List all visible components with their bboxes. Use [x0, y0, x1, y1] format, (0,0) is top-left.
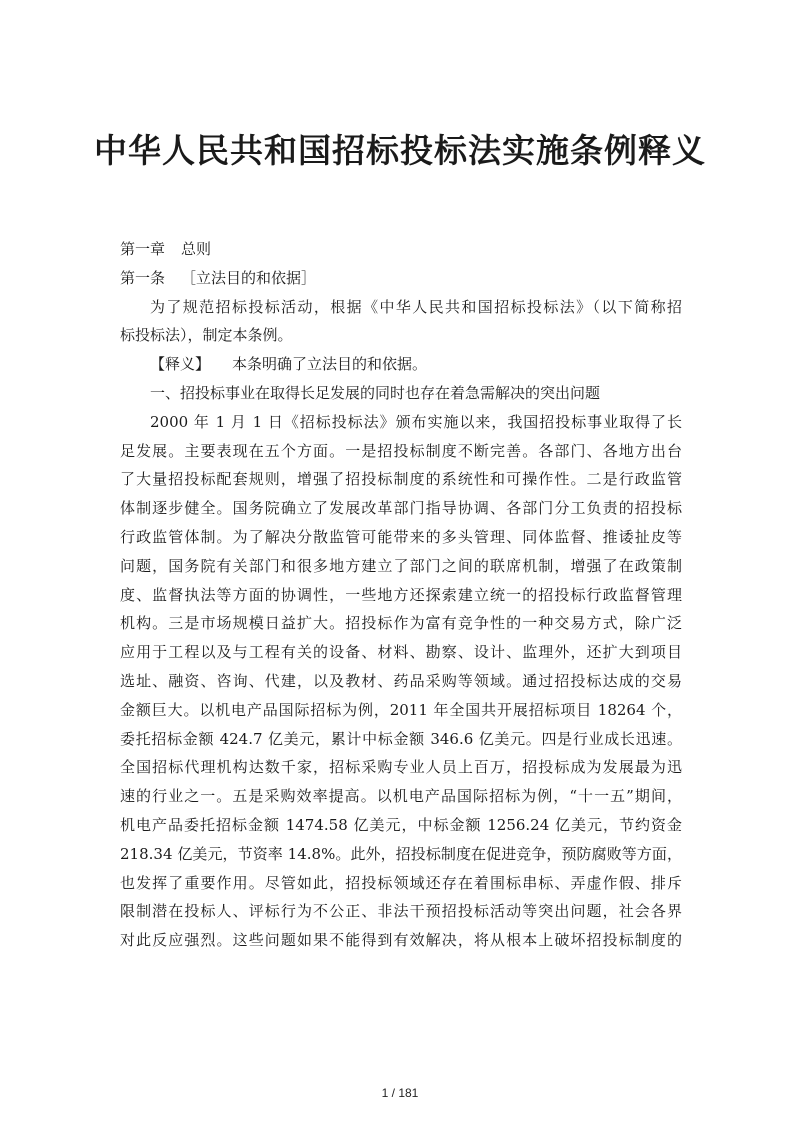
paragraph-line: 机构。三是市场规模日益扩大。招投标作为富有竞争性的一种交易方式，除广泛 [120, 614, 682, 633]
paragraph-line: 足发展。主要表现在五个方面。一是招投标制度不断完善。各部门、各地方出台 [120, 441, 682, 460]
commentary-intro: 本条明确了立法目的和依据。 [232, 355, 428, 374]
chapter-heading [120, 235, 682, 264]
paragraph-line: 2000 年 1 月 1 日《招标投标法》颁布实施以来，我国招投标事业取得了长 [150, 412, 682, 431]
paragraph-line: 选址、融资、咨询、代建，以及教材、药品采购等领域。通过招投标达成的交易 [120, 671, 682, 690]
paragraph-line: 对此反应强烈。这些问题如果不能得到有效解决，将从根本上破坏招投标制度的 [120, 931, 682, 950]
document-title: 中华人民共和国招标投标法实施条例释义 [94, 131, 706, 170]
article-name: ［立法目的和依据］ [181, 268, 317, 287]
paragraph-line: 全国招标代理机构达数千家，招标采购专业人员上百万，招投标成为发展最为迅 [120, 758, 682, 777]
section-heading: 一、招投标事业在取得长足发展的同时也存在着急需解决的突出问题 [150, 383, 601, 402]
commentary-heading [120, 350, 682, 379]
page-number: 1 / 181 [381, 1086, 419, 1100]
article-label: 第一条 [120, 268, 166, 287]
paragraph-line: 度、监督执法等方面的协调性，一些地方还探索建立统一的招投标行政监督管理 [120, 585, 682, 604]
article-text-line: 标投标法），制定本条例。 [120, 326, 293, 345]
paragraph-line: 应用于工程以及与工程有关的设备、材料、勘察、设计、监理外，还扩大到项目 [120, 643, 682, 662]
paragraph-line: 委托招标金额 424.7 亿美元，累计中标金额 346.6 亿美元。四是行业成长迅速。 [120, 729, 682, 748]
paragraph-line: 也发挥了重要作用。尽管如此，招投标领域还存在着围标串标、弄虚作假、排斥 [120, 873, 682, 892]
document-body [120, 235, 682, 955]
commentary-label: 【释义】 [150, 355, 211, 374]
paragraph-line: 限制潜在投标人、评标行为不公正、非法干预招投标活动等突出问题，社会各界 [120, 902, 682, 921]
article-text-line: 为了规范招标投标活动，根据《中华人民共和国招标投标法》（以下简称招 [150, 297, 682, 316]
paragraph-line: 体制逐步健全。国务院确立了发展改革部门指导协调、各部门分工负责的招投标 [120, 499, 682, 518]
chapter-name: 总则 [181, 240, 212, 258]
paragraph-line: 问题，国务院有关部门和很多地方建立了部门之间的联席机制，增强了在政策制 [120, 556, 682, 575]
paragraph-line: 了大量招投标配套规则，增强了招投标制度的系统性和可操作性。二是行政监管 [120, 470, 682, 489]
paragraph-line: 218.34 亿美元，节资率 14.8%。此外，招投标制度在促进竞争，预防腐败等方面， [120, 844, 682, 863]
article-heading [120, 264, 682, 293]
paragraph-line: 金额巨大。以机电产品国际招标为例，2011 年全国共开展招标项目 18264 个， [120, 700, 682, 719]
paragraph-line: 机电产品委托招标金额 1474.58 亿美元，中标金额 1256.24 亿美元，节约资金 [120, 815, 682, 834]
paragraph-line: 速的行业之一。五是采购效率提高。以机电产品国际招标为例，“十一五”期间， [120, 787, 682, 806]
paragraph-line: 行政监管体制。为了解决分散监管可能带来的多头管理、同体监督、推诿扯皮等 [120, 527, 682, 546]
chapter-label: 第一章 [120, 240, 166, 258]
